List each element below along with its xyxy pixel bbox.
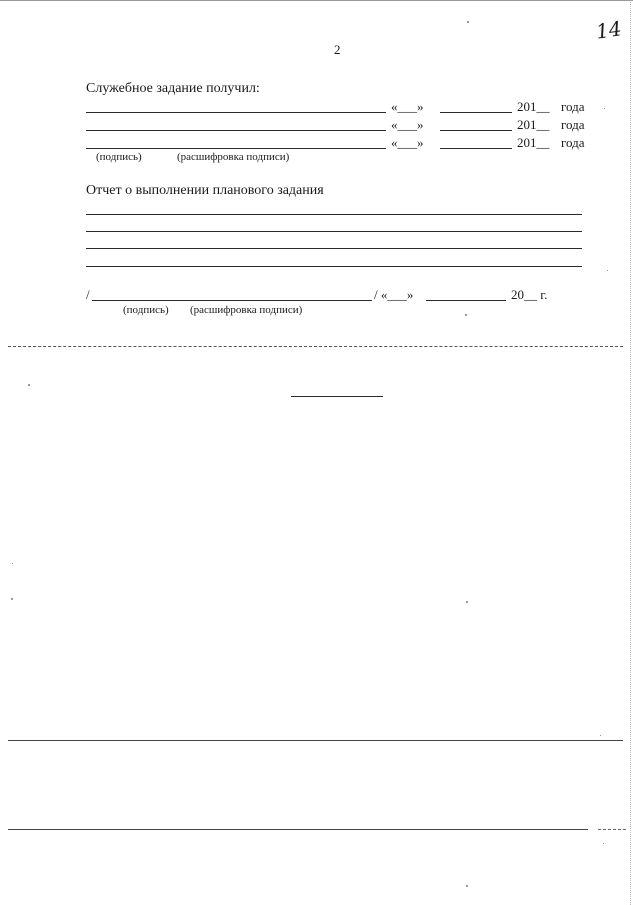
report-line-1 [86, 214, 582, 215]
section-divider-bottom-tail [598, 829, 626, 830]
report-slash-left: / [86, 287, 90, 302]
received-name-line-2 [86, 130, 386, 131]
scan-speck [600, 735, 601, 736]
received-heading: Служебное задание получил: [86, 81, 260, 96]
report-signature-caption: (подпись) [123, 304, 169, 316]
received-year-2: 201__ [517, 117, 550, 132]
scan-speck [465, 314, 467, 316]
received-year-1: 201__ [517, 99, 550, 114]
report-date-day: / «___» [374, 287, 414, 302]
received-year-suffix-1: года [561, 99, 585, 114]
report-line-2 [86, 231, 582, 232]
scan-top-edge [0, 0, 633, 1]
received-decode-caption: (расшифровка подписи) [177, 151, 290, 163]
scan-speck [11, 598, 13, 600]
received-name-line-1 [86, 112, 386, 113]
scan-right-edge [630, 0, 631, 905]
scan-speck [28, 384, 30, 386]
received-date-month-line-3 [440, 148, 512, 149]
page-number: 2 [334, 42, 341, 57]
scan-speck [467, 21, 469, 23]
report-year: 20__ г. [511, 287, 548, 302]
received-signature-caption: (подпись) [96, 151, 142, 163]
report-line-3 [86, 248, 582, 249]
section-divider-bottom [8, 829, 588, 830]
received-date-day-1: «___» [391, 99, 424, 114]
received-date-day-3: «___» [391, 135, 424, 150]
section-divider-lower [8, 740, 623, 741]
received-date-day-2: «___» [391, 117, 424, 132]
scan-speck [603, 843, 604, 844]
received-year-3: 201__ [517, 135, 550, 150]
scan-speck [466, 885, 468, 887]
report-decode-caption: (расшифровка подписи) [190, 304, 303, 316]
report-line-4 [86, 266, 582, 267]
report-date-month-line [426, 300, 506, 301]
received-year-suffix-2: года [561, 117, 585, 132]
handwritten-folio-number: 14 [594, 16, 623, 44]
center-short-rule [291, 396, 383, 397]
received-date-month-line-2 [440, 130, 512, 131]
scan-speck [466, 601, 468, 603]
scan-speck [12, 563, 13, 564]
report-signature-line [92, 300, 372, 301]
scan-speck [607, 270, 608, 271]
report-heading: Отчет о выполнении планового задания [86, 183, 324, 198]
received-date-month-line-1 [440, 112, 512, 113]
received-name-line-3 [86, 148, 386, 149]
section-divider-top [8, 346, 623, 347]
received-year-suffix-3: года [561, 135, 585, 150]
scan-speck [604, 108, 605, 109]
